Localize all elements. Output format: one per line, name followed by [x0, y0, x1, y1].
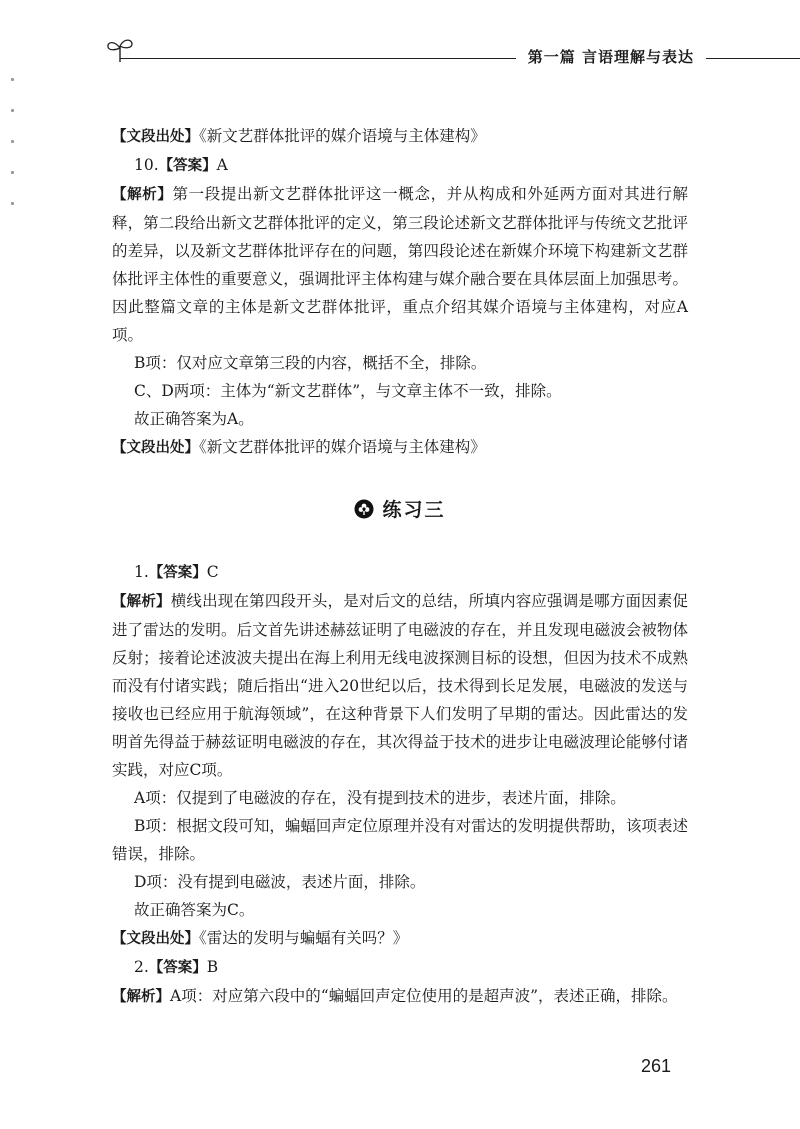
circle-flower-icon [354, 499, 374, 519]
option-explanation: B项：根据文段可知，蝙蝠回声定位原理并没有对雷达的发明提供帮助，该项表述错误，排除。 [112, 817, 688, 863]
answer-line [112, 953, 688, 982]
source-line [112, 924, 688, 953]
analysis-text: A项：对应第六段中的“蝙蝠回声定位使用的是超声波”，表述正确，排除。 [170, 987, 678, 1005]
analysis-paragraph [112, 982, 688, 1011]
page-header [100, 36, 800, 76]
answer-line [112, 151, 688, 180]
answer-value: A [216, 156, 228, 174]
answer-label: 【答案】 [148, 565, 207, 581]
page-number: 261 [641, 1056, 672, 1076]
question-number: 1. [134, 563, 149, 581]
option-explanation: D项：没有提到电磁波，表述片面，排除。 [134, 873, 426, 891]
option-explanation: B项：仅对应文章第三段的内容，概括不全，排除。 [134, 354, 487, 372]
answer-value: B [206, 958, 219, 976]
source-line [112, 122, 688, 151]
analysis-text: 横线出现在第四段开头，是对后文的总结，所填内容应强调是哪方面因素促进了雷达的发明。后文首先讲述赫兹证明了电磁波的存在，并且发现电磁波会被物体反射；接着论述波波夫提出在海上利用无线电波探测目标的设想，但因为技术不成熟而没有付诸实践；随后指出“进入20世纪以后，技术得到长足发展，电磁波的发送与接收也已经应用于航海领域”，在这种背景下人们发明了早期的雷达。因此雷达的发明首先得益于赫兹证明电磁波的存在，其次得益于技术的进步让电磁波理论能够付诸实践，对应C项。 [112, 592, 689, 779]
header-title: 第一篇 言语理解与表达 [516, 46, 706, 67]
analysis-label: 【解析】 [112, 594, 171, 610]
question-number: 10. [134, 156, 159, 174]
conclusion-line: 故正确答案为A。 [134, 410, 254, 428]
question-number: 2. [134, 958, 149, 976]
analysis-text: 第一段提出新文艺群体批评这一概念，并从构成和外延两方面对其进行解释，第二段给出新文艺群体批评的定义，第三段论述新文艺群体批评与传统文艺批评的差异，以及新文艺群体批评存在的问题，第四段论述在新媒介环境下构建新文艺群体批评主体性的重要意义，强调批评主体构建与媒介融合要在具体层面上加强思考。因此整篇文章的主体是新文艺群体批评，重点介绍其媒介语境与主体建构，对应A项。 [112, 185, 688, 344]
analysis-paragraph [112, 180, 688, 349]
section-heading [112, 496, 688, 524]
analysis-label: 【解析】 [112, 187, 173, 203]
conclusion-line: 故正确答案为C。 [134, 901, 255, 919]
source-line [112, 433, 688, 462]
analysis-label: 【解析】 [112, 989, 170, 1005]
answer-line [112, 558, 688, 587]
margin-marks [11, 78, 17, 233]
source-text: 《新文艺群体批评的媒介语境与主体建构》 [199, 127, 486, 145]
option-explanation: C、D两项：主体为“新文艺群体”，与文章主体不一致，排除。 [134, 382, 562, 400]
answer-label: 【答案】 [148, 960, 207, 976]
source-text: 《雷达的发明与蝙蝠有关吗？》 [199, 929, 409, 947]
source-label: 【文段出处】 [112, 931, 199, 947]
option-explanation: A项：仅提到了电磁波的存在，没有提到技术的进步，表述片面，排除。 [134, 789, 626, 807]
section-title: 练习三 [382, 499, 446, 521]
source-label: 【文段出处】 [112, 129, 199, 145]
analysis-paragraph [112, 587, 688, 784]
answer-value: C [206, 563, 219, 581]
sprout-icon [106, 36, 136, 66]
source-label: 【文段出处】 [112, 440, 199, 456]
answer-label: 【答案】 [158, 158, 217, 174]
page-content [112, 122, 688, 1011]
source-text: 《新文艺群体批评的媒介语境与主体建构》 [199, 438, 486, 456]
